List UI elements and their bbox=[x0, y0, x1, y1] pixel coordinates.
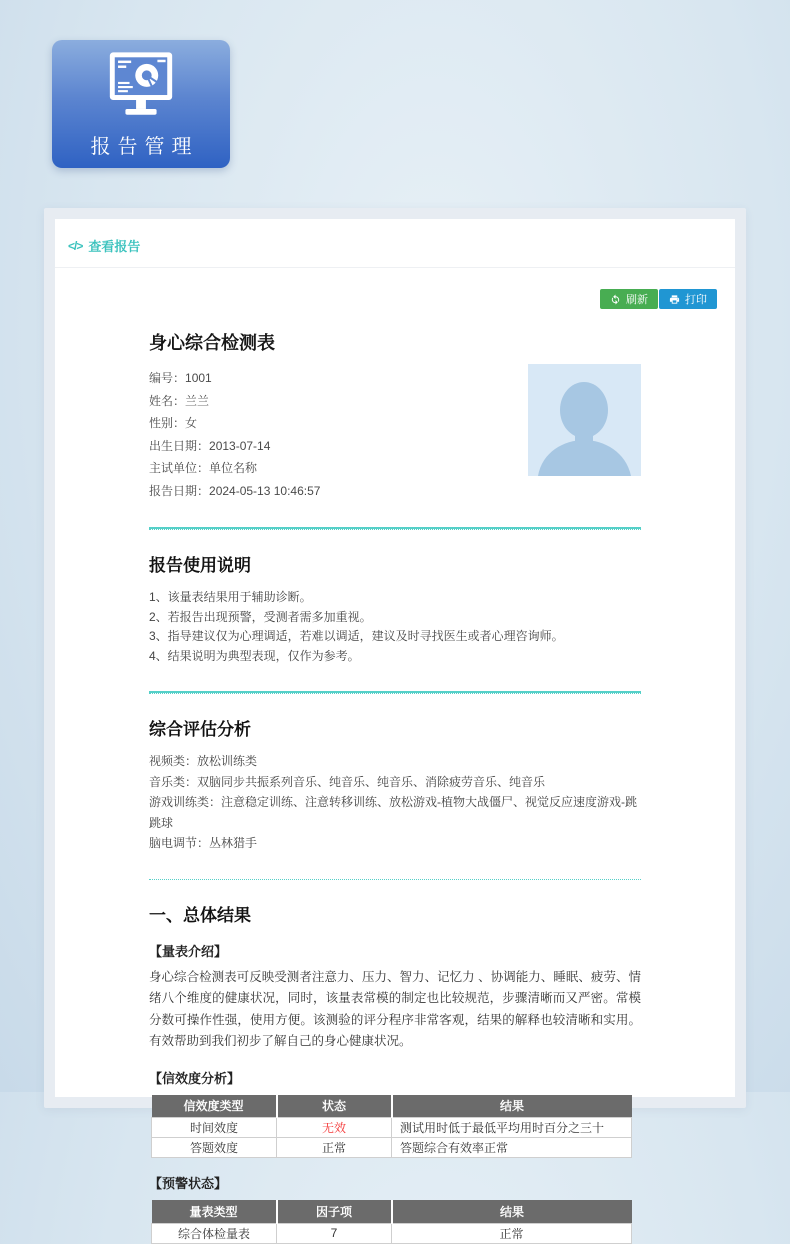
report-management-tile[interactable] bbox=[52, 40, 230, 168]
view-report-header bbox=[55, 219, 735, 268]
validity-result-cell: 测试用时低于最低平均用时百分之三十 bbox=[392, 1118, 632, 1138]
field-gender: 性别：女 bbox=[149, 416, 198, 430]
field-name: 姓名：兰兰 bbox=[149, 393, 210, 408]
column-header: 量表类型 bbox=[152, 1200, 277, 1223]
avatar bbox=[528, 364, 641, 476]
usage-title: 报告使用说明 bbox=[149, 556, 251, 575]
overall-result-title: 一、总体结果 bbox=[149, 905, 251, 925]
column-header: 信效度类型 bbox=[152, 1095, 277, 1118]
warning-status-title: 【预警状态】 bbox=[149, 1176, 228, 1191]
validity-type-cell: 时间效度 bbox=[152, 1118, 277, 1138]
validity-type-cell: 答题效度 bbox=[152, 1138, 277, 1158]
report-title: 身心综合检测表 bbox=[149, 333, 275, 353]
column-header: 因子项 bbox=[277, 1200, 392, 1223]
table-row bbox=[152, 1138, 632, 1158]
column-header: 结果 bbox=[392, 1095, 632, 1118]
assessment-line: 游戏训练类：注意稳定训练、注意转移训练、放松游戏-植物大战僵尸、视觉反应速度游戏-跳跳球 bbox=[149, 795, 637, 830]
usage-item: 3、指导建议仅为心理调适，若难以调适，建议及时寻找医生或者心理咨询师。 bbox=[149, 629, 564, 643]
validity-status-cell: 无效 bbox=[277, 1118, 392, 1138]
usage-item: 4、结果说明为典型表现，仅作为参考。 bbox=[149, 648, 360, 663]
column-header: 状态 bbox=[277, 1095, 392, 1118]
validity-header-row bbox=[152, 1095, 632, 1118]
report-management-label: 报告管理 bbox=[90, 136, 199, 158]
validity-table bbox=[151, 1095, 632, 1159]
page-title: 查看报告 bbox=[88, 239, 141, 254]
scale-intro-title: 【量表介绍】 bbox=[149, 943, 228, 959]
refresh-button[interactable]: 刷新 bbox=[600, 289, 658, 309]
printer-icon bbox=[669, 294, 680, 305]
report-fields bbox=[149, 367, 320, 502]
assessment-lines bbox=[149, 751, 641, 854]
refresh-icon bbox=[610, 294, 621, 305]
table-row bbox=[152, 1223, 632, 1243]
warning-table bbox=[151, 1200, 632, 1244]
monitor-chart-icon bbox=[100, 40, 182, 128]
assessment-line: 视频类：放松训练类 bbox=[149, 754, 258, 768]
code-icon: </> bbox=[68, 238, 83, 253]
section-divider bbox=[149, 691, 641, 694]
scale-intro-text: 身心综合检测表可反映受测者注意力、压力、智力、记忆力 、协调能力、睡眠、疲劳、情绪八个维度的健康状况，同时，该量表常模的制定也比较规范，步骤清晰而又严密。常模分数可操作性强，使用方便。该测验的评分程序非常客观，结果的解释也较清晰和实用。有效帮助到我们初步了解自己的身心健康状况。 bbox=[149, 969, 641, 1048]
table-row bbox=[152, 1118, 632, 1138]
section-divider bbox=[149, 527, 641, 530]
validity-status-cell: 正常 bbox=[277, 1138, 392, 1158]
usage-item: 2、若报告出现预警，受测者需多加重视。 bbox=[149, 609, 372, 624]
factor-cell: 7 bbox=[277, 1223, 392, 1243]
print-button[interactable]: 打印 bbox=[659, 289, 717, 309]
section-divider-dotted bbox=[149, 879, 641, 880]
field-number: 编号：1001 bbox=[149, 371, 212, 385]
toolbar bbox=[55, 268, 735, 309]
scale-type-cell: 综合体检量表 bbox=[152, 1223, 277, 1243]
validity-title: 【信效度分析】 bbox=[149, 1070, 241, 1086]
assessment-line: 脑电调节：丛林猎手 bbox=[149, 836, 258, 850]
usage-list bbox=[149, 588, 641, 666]
assessment-line: 音乐类：双脑同步共振系列音乐、纯音乐、纯音乐、消除疲劳音乐、纯音乐 bbox=[149, 774, 546, 789]
warning-header-row bbox=[152, 1200, 632, 1223]
field-report-date: 报告日期：2024-05-13 10:46:57 bbox=[149, 483, 321, 498]
report-card bbox=[44, 208, 746, 1241]
assessment-title: 综合评估分析 bbox=[149, 720, 251, 739]
result-cell: 正常 bbox=[392, 1223, 632, 1243]
column-header: 结果 bbox=[392, 1200, 632, 1223]
report-body bbox=[149, 329, 641, 1244]
usage-item: 1、该量表结果用于辅助诊断。 bbox=[149, 590, 312, 604]
field-organization: 主试单位：单位名称 bbox=[149, 461, 258, 475]
field-birthdate: 出生日期：2013-07-14 bbox=[149, 438, 271, 453]
validity-result-cell: 答题综合有效率正常 bbox=[392, 1138, 632, 1158]
